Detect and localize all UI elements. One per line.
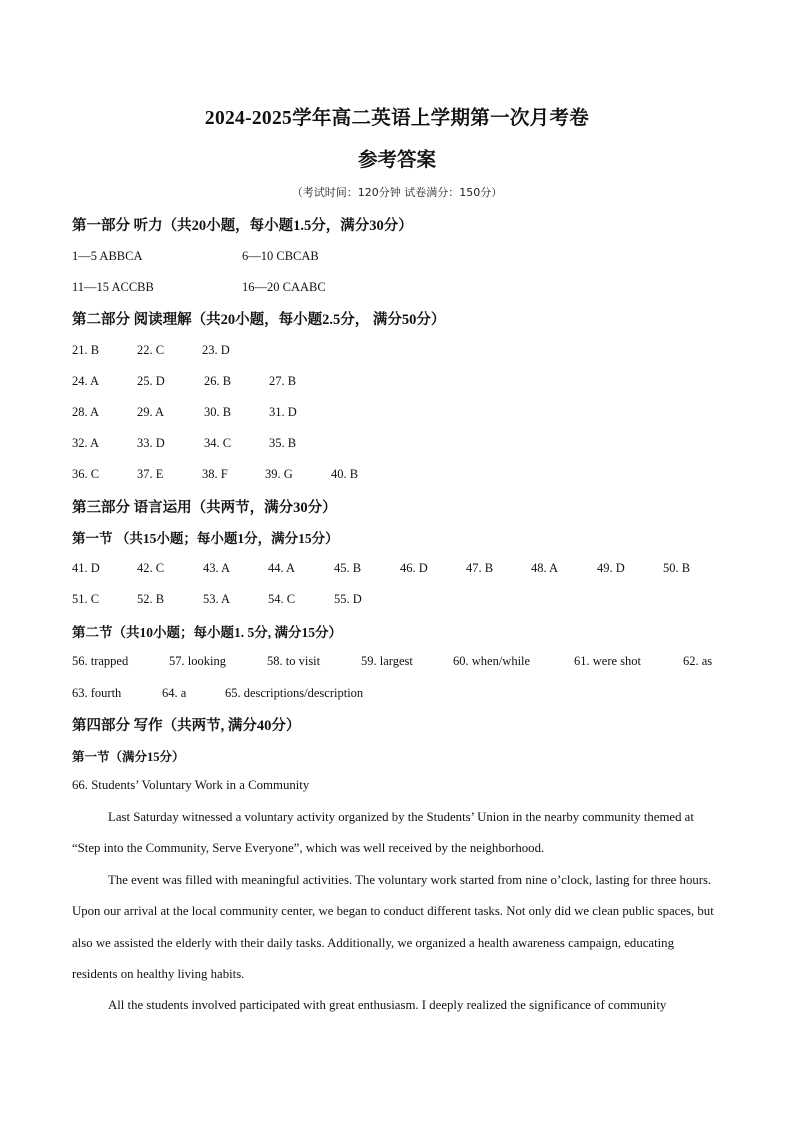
essay-paragraph: All the students involved participated with great enthusiasm. I deeply realized the significance of community [108,998,667,1012]
answer-item: 25. D [137,374,165,388]
answer-item: 41. D [72,561,100,575]
answer-item: 34. C [204,436,232,450]
answer-item: 36. C [72,467,100,481]
answer-item: 39. G [265,467,293,481]
part2-heading: 第二部分 阅读理解（共20小题，每小题2.5分， 满分50分） [72,312,446,328]
answer-item: 53. A [203,592,231,606]
essay-title: 66. Students’ Voluntary Work in a Community [72,778,310,792]
answer-group: 16—20 CAABC [242,280,326,294]
answer-item: 63. fourth [72,686,122,700]
answer-item: 27. B [269,374,297,388]
part4-section1-heading: 第一节（满分15分） [72,750,185,764]
part1-heading: 第一部分 听力（共20小题，每小题1.5分，满分30分） [72,218,413,234]
answer-item: 28. A [72,405,100,419]
answer-item: 24. A [72,374,100,388]
essay-paragraph: The event was filled with meaningful activities. The voluntary work started from nine o’clock, lasting for three hours. Upon our arrival at the local community center, we began to conduct different tasks. Not only did we clean public spaces, but also we assisted the elderly with their daily tasks. Additionally, we organized a health awareness campaign, educating residents on healthy living habits. [72,873,714,982]
page-title: 2024-2025学年高二英语上学期第一次月考卷 [204,108,590,129]
answer-item: 50. B [663,561,691,575]
part3-heading: 第三部分 语言运用（共两节，满分30分） [72,500,337,516]
answer-item: 54. C [268,592,296,606]
answer-item: 56. trapped [72,654,129,668]
answer-item: 60. when/while [453,654,531,668]
answer-item: 49. D [597,561,625,575]
answer-item: 61. were shot [574,654,641,668]
answer-item: 44. A [268,561,296,575]
answer-item: 32. A [72,436,100,450]
answer-item: 38. F [202,467,228,481]
part4-heading: 第四部分 写作（共两节, 满分40分） [72,718,301,734]
answer-item: 42. C [137,561,165,575]
answer-item: 58. to visit [267,654,321,668]
answer-item: 51. C [72,592,100,606]
page-subtitle: 参考答案 [357,150,436,171]
answer-group: 1—5 ABBCA [72,249,143,263]
answer-item: 26. B [204,374,232,388]
answer-item: 65. descriptions/description [225,686,364,700]
answer-item: 64. a [162,686,187,700]
answer-item: 22. C [137,343,165,357]
answer-item: 40. B [331,467,359,481]
answer-item: 33. D [137,436,165,450]
answer-item: 29. A [137,405,165,419]
answer-item: 37. E [137,467,164,481]
answer-item: 59. largest [361,654,413,668]
answer-item: 62. as [683,654,713,668]
answer-group: 11—15 ACCBB [72,280,154,294]
answer-item: 55. D [334,592,362,606]
answer-item: 23. D [202,343,230,357]
answer-item: 21. B [72,343,100,357]
answer-item: 52. B [137,592,165,606]
answer-item: 30. B [204,405,232,419]
part3-section1-heading: 第一节 （共15小题；每小题1分，满分15分） [72,531,339,546]
answer-group: 6—10 CBCAB [242,249,319,263]
answer-item: 35. B [269,436,297,450]
exam-info: （考试时间：120分钟 试卷满分：150分） [291,186,503,199]
answer-item: 46. D [400,561,428,575]
answer-item: 43. A [203,561,231,575]
answer-item: 47. B [466,561,494,575]
answer-item: 57. looking [169,654,226,668]
essay-paragraph: Last Saturday witnessed a voluntary activity organized by the Students’ Union in the nearby community themed at “Step into the Community, Serve Everyone”, which was well received by the neighborhood. [72,810,694,856]
answer-item: 45. B [334,561,362,575]
answer-item: 31. D [269,405,297,419]
answer-item: 48. A [531,561,559,575]
part3-section2-heading: 第二节（共10小题；每小题1. 5分, 满分15分） [72,625,342,640]
